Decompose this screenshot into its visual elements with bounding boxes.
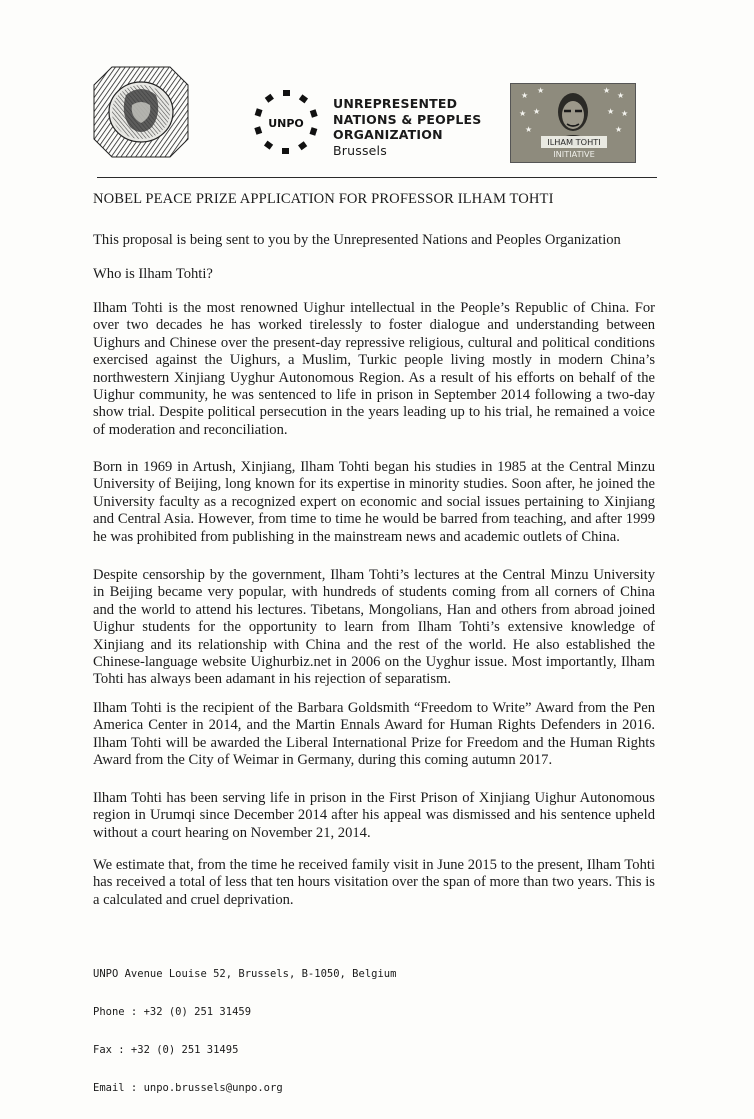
paragraph: Ilham Tohti is the recipient of the Barbara Goldsmith “Freedom to Write” Award from the Pen America Center in 2014, and the Martin Ennals Award for Human Rights Defenders in 2016. Ilham Tohti will be awarded the Liberal International Prize for Freedom and the Human Rights Award from the City of Weimar in Germany, during this coming autumn 2017. bbox=[93, 700, 655, 769]
star-icon: ★ bbox=[617, 91, 625, 100]
paragraph: Ilham Tohti is the most renowned Uighur intellectual in the People’s Republic of China. For over two decades he has worked tirelessly to foster dialogue and understanding between Uighurs and Chinese over the present-day repressive religious, cultural and political conditions exercised against the Uighurs, a Muslim, Turkic people living mostly in modern China’s northwestern Xinjiang Uyghur Autonomous Region. As a result of his efforts on behalf of the Uighur community, he was sentenced to life in prison in September 2014 following a two-day show trial. Despite political persecution in the years leading up to his trial, he remained a voice of moderation and reconciliation. bbox=[93, 300, 655, 438]
footer-phone: Phone : +32 (0) 251 31459 bbox=[93, 1005, 252, 1018]
engraved-emblem-logo bbox=[92, 65, 190, 159]
star-icon: ★ bbox=[537, 86, 545, 95]
paragraph: Despite censorship by the government, Ilham Tohti’s lectures at the Central Minzu University in Beijing became very popular, with hundreds of students coming from all corners of China and the world to attend his lectures. Tibetans, Mongolians, Han and others from abroad joined Uighur students for the opportunity to learn from Ilham Tohti’s extensive knowledge of Xinjiang and its relationship with China and the rest of the world. He also established the Chinese-language website Uighurbiz.net in 2006 on the Uyghur issue. Most importantly, Ilham Tohti has always been adamant in his rejection of separatism. bbox=[93, 567, 655, 688]
org-name-line: ORGANIZATION bbox=[333, 127, 443, 142]
star-icon: ★ bbox=[615, 125, 623, 134]
paragraph: Ilham Tohti has been serving life in prison in the First Prison of Xinjiang Uighur Autonomous region in Urumqi since December 2014 after his appeal was dismissed and his sentence upheld without a court hearing on November 21, 2014. bbox=[93, 790, 655, 841]
star-icon: ★ bbox=[603, 86, 611, 95]
document-heading: NOBEL PEACE PRIZE APPLICATION FOR PROFESSOR ILHAM TOHTI bbox=[93, 191, 554, 207]
initiative-name: ILHAM TOHTI bbox=[547, 137, 601, 147]
unpo-logo-text: UNPO bbox=[268, 117, 304, 130]
org-city: Brussels bbox=[333, 142, 387, 158]
footer-fax: Fax : +32 (0) 251 31495 bbox=[93, 1043, 239, 1056]
paragraph: Born in 1969 in Artush, Xinjiang, Ilham Tohti began his studies in 1985 at the Central Minzu University of Beijing, long known for its expertise in minority studies. Soon after, he joined the University faculty as a recognized expert on economic and social issues pertaining to Xinjiang and Central Asia. However, from time to time he would be barred from teaching, and after 1999 he was prohibited from publishing in the mainstream news and academic outlets of China. bbox=[93, 459, 655, 545]
intro-line: This proposal is being sent to you by the Unrepresented Nations and Peoples Organization bbox=[93, 232, 621, 248]
footer-address: UNPO Avenue Louise 52, Brussels, B-1050, Belgium bbox=[93, 968, 397, 981]
section-question: Who is Ilham Tohti? bbox=[93, 266, 213, 282]
header-divider bbox=[97, 177, 657, 178]
org-name-line: UNREPRESENTED bbox=[333, 96, 458, 111]
footer-contact bbox=[93, 943, 396, 1119]
star-icon: ★ bbox=[519, 109, 527, 118]
ilham-tohti-initiative-logo bbox=[510, 83, 636, 163]
star-icon: ★ bbox=[521, 91, 529, 100]
star-icon: ★ bbox=[525, 125, 533, 134]
initiative-word: INITIATIVE bbox=[553, 149, 595, 159]
paragraph: We estimate that, from the time he received family visit in June 2015 to the present, Ilham Tohti has received a total of less that ten hours visitation over the span of more than two years. This is a calculated and cruel deprivation. bbox=[93, 857, 655, 908]
star-icon: ★ bbox=[533, 107, 541, 116]
org-name-line: NATIONS & PEOPLES bbox=[333, 111, 482, 127]
org-name-block bbox=[333, 96, 481, 158]
footer-email: Email : unpo.brussels@unpo.org bbox=[93, 1081, 283, 1094]
unpo-logo bbox=[252, 88, 320, 156]
star-icon: ★ bbox=[621, 109, 629, 118]
star-icon: ★ bbox=[607, 107, 615, 116]
